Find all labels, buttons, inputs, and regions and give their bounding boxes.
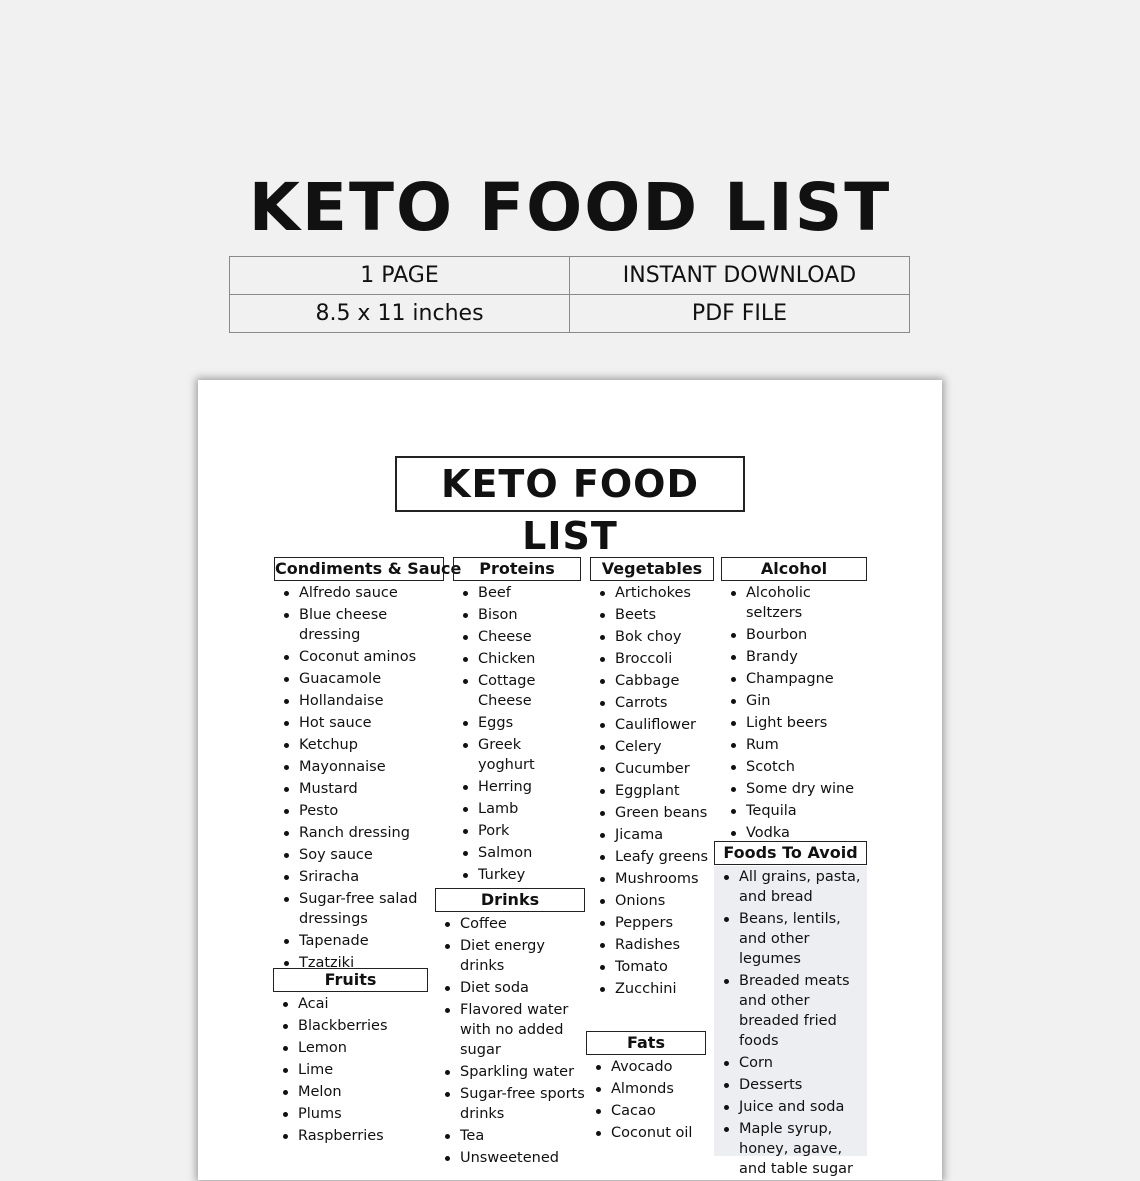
list-item: Cheese [453, 627, 581, 647]
list-item: Chicken [453, 649, 581, 669]
section-heading: Proteins [453, 557, 581, 581]
list-item: Lemon [273, 1038, 428, 1058]
list-item: Carrots [590, 693, 714, 713]
list-item: Ketchup [274, 735, 444, 755]
section-foods-to-avoid [714, 841, 867, 1181]
delivery-cell: INSTANT DOWNLOAD [570, 257, 910, 295]
list-item: Gin [721, 691, 867, 711]
list-item: Eggplant [590, 781, 714, 801]
list-item: Leafy greens [590, 847, 714, 867]
list-item: Celery [590, 737, 714, 757]
page-title: KETO FOOD LIST [248, 169, 892, 246]
section-heading: Fats [586, 1031, 706, 1055]
list-item: Bourbon [721, 625, 867, 645]
list-item: Bison [453, 605, 581, 625]
section-heading: Alcohol [721, 557, 867, 581]
list-item: Mushrooms [590, 869, 714, 889]
section-heading: Vegetables [590, 557, 714, 581]
product-info-table [229, 256, 910, 333]
list-item: Jicama [590, 825, 714, 845]
list-item: Peppers [590, 913, 714, 933]
list-item: Blue cheese dressing [274, 605, 444, 645]
list-item: Salmon [453, 843, 581, 863]
item-list [590, 583, 714, 999]
item-list [586, 1057, 706, 1143]
list-item: Green beans [590, 803, 714, 823]
section-fats [586, 1031, 706, 1145]
page-count-cell: 1 PAGE [230, 257, 570, 295]
list-item: Melon [273, 1082, 428, 1102]
list-item: Diet soda [435, 978, 585, 998]
list-item: Juice and soda [714, 1097, 867, 1117]
list-item: Blackberries [273, 1016, 428, 1036]
list-item: Light beers [721, 713, 867, 733]
list-item: Greek yoghurt [453, 735, 581, 775]
list-item: Vodka [721, 823, 867, 843]
list-item: Hollandaise [274, 691, 444, 711]
list-item: Tomato [590, 957, 714, 977]
list-item: Sugar-free sports drinks [435, 1084, 585, 1124]
item-list [714, 867, 867, 1179]
item-list [273, 994, 428, 1146]
list-item: Cabbage [590, 671, 714, 691]
item-list [274, 583, 444, 973]
list-item: Turkey [453, 865, 581, 885]
section-condiments [274, 557, 462, 975]
list-item: Alcoholic seltzers [721, 583, 867, 623]
list-item: Almonds [586, 1079, 706, 1099]
section-vegetables [590, 557, 714, 1001]
list-item: Artichokes [590, 583, 714, 603]
list-item: Cacao [586, 1101, 706, 1121]
section-heading: Condiments & Sauce [274, 557, 444, 581]
list-item: Radishes [590, 935, 714, 955]
document-title: KETO FOOD LIST [395, 456, 745, 512]
list-item: Flavored water with no added sugar [435, 1000, 585, 1060]
list-item: Broccoli [590, 649, 714, 669]
list-item: Onions [590, 891, 714, 911]
list-item: Alfredo sauce [274, 583, 444, 603]
list-item: Ranch dressing [274, 823, 444, 843]
list-item: Eggs [453, 713, 581, 733]
list-item: Lamb [453, 799, 581, 819]
list-item: Scotch [721, 757, 867, 777]
list-item: Herring [453, 777, 581, 797]
list-item: Acai [273, 994, 428, 1014]
list-item: Tequila [721, 801, 867, 821]
list-item: Guacamole [274, 669, 444, 689]
list-item: Coconut aminos [274, 647, 444, 667]
list-item: Beets [590, 605, 714, 625]
list-item: Pesto [274, 801, 444, 821]
list-item: Soy sauce [274, 845, 444, 865]
list-item: Mustard [274, 779, 444, 799]
list-item: Zucchini [590, 979, 714, 999]
list-item: Avocado [586, 1057, 706, 1077]
list-item: Hot sauce [274, 713, 444, 733]
list-item: Cauliflower [590, 715, 714, 735]
list-item: Champagne [721, 669, 867, 689]
section-alcohol [721, 557, 867, 845]
list-item: Tapenade [274, 931, 444, 951]
section-drinks [435, 888, 585, 1170]
list-item: Lime [273, 1060, 428, 1080]
list-item: Beef [453, 583, 581, 603]
list-item: Sparkling water [435, 1062, 585, 1082]
section-heading: Drinks [435, 888, 585, 912]
section-heading: Foods To Avoid [714, 841, 867, 865]
section-fruits [273, 968, 428, 1148]
list-item: Coffee [435, 914, 585, 934]
list-item: Coconut oil [586, 1123, 706, 1143]
item-list [453, 583, 581, 885]
list-item: Sugar-free salad dressings [274, 889, 444, 929]
list-item: Rum [721, 735, 867, 755]
list-item: Unsweetened [435, 1148, 585, 1168]
list-item: Pork [453, 821, 581, 841]
list-item: Breaded meats and other breaded fried foods [714, 971, 867, 1051]
list-item: Mayonnaise [274, 757, 444, 777]
list-item: Brandy [721, 647, 867, 667]
list-item: Cucumber [590, 759, 714, 779]
list-item: Tea [435, 1126, 585, 1146]
item-list [435, 914, 585, 1168]
list-item: Corn [714, 1053, 867, 1073]
list-item: Some dry wine [721, 779, 867, 799]
section-proteins [453, 557, 581, 887]
list-item: Maple syrup, honey, agave, and table sugar [714, 1119, 867, 1179]
section-heading: Fruits [273, 968, 428, 992]
list-item: Raspberries [273, 1126, 428, 1146]
list-item: Bok choy [590, 627, 714, 647]
list-item: All grains, pasta, and bread [714, 867, 867, 907]
list-item: Beans, lentils, and other legumes [714, 909, 867, 969]
list-item: Diet energy drinks [435, 936, 585, 976]
paper-size-cell: 8.5 x 11 inches [230, 295, 570, 333]
list-item: Tzatziki [274, 953, 444, 973]
list-item: Desserts [714, 1075, 867, 1095]
list-item: Sriracha [274, 867, 444, 887]
item-list [721, 583, 867, 843]
file-format-cell: PDF FILE [570, 295, 910, 333]
list-item: Plums [273, 1104, 428, 1124]
list-item: Cottage Cheese [453, 671, 581, 711]
